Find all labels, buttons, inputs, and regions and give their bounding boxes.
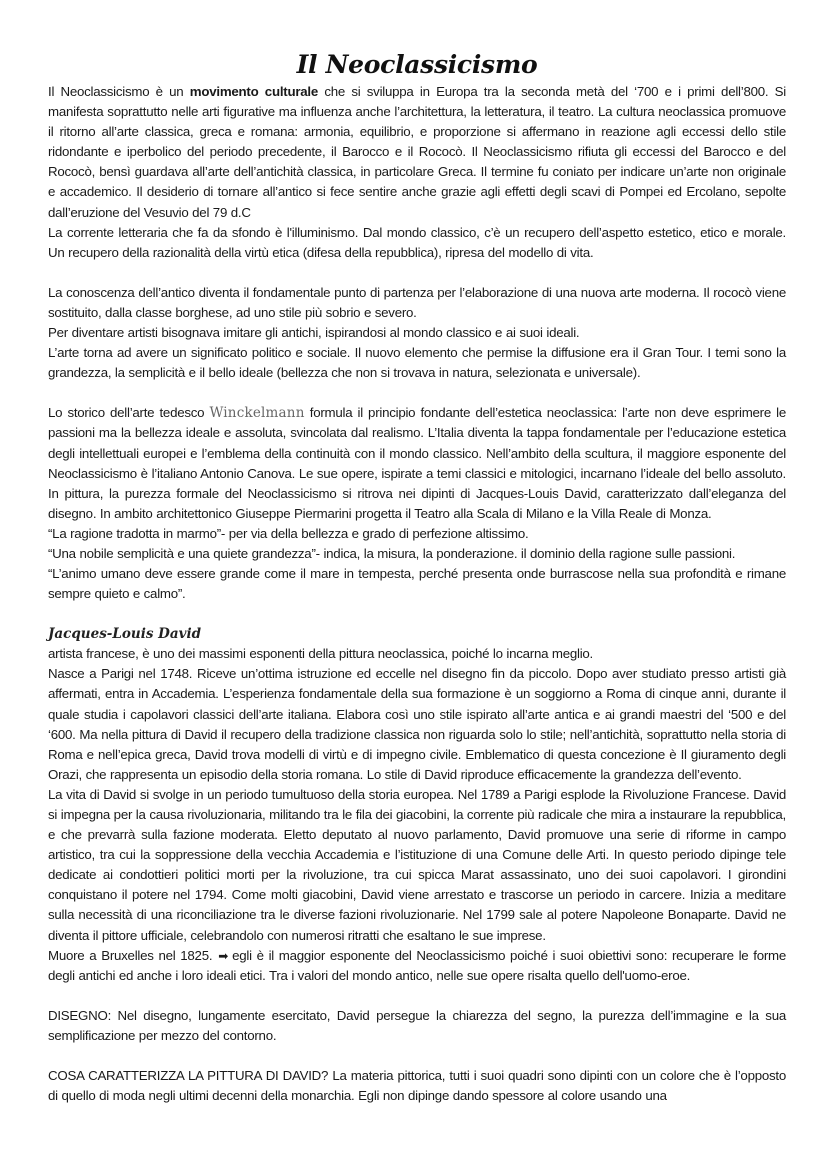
david-heading: Jacques-Louis David — [48, 626, 202, 643]
disegno-paragraph: DISEGNO: Nel disegno, lungamente esercitato, David persegue la chiarezza del segno, la purezza dell’immagine e la sua semplificazione per mezzo del contorno. — [48, 1007, 786, 1043]
section2-paragraph-1: La conoscenza dell’antico diventa il fondamentale punto di partenza per l’elaborazione di una nuova arte moderna. Il rococò viene sostituito, dalla classe borghese, ad uno stile più sobrio e severo. — [48, 284, 786, 320]
intro-bold-term: movimento culturale — [189, 84, 318, 99]
intro-text-start: Il Neoclassicismo è un — [48, 84, 190, 99]
intro-paragraph-2: La corrente letteraria che fa da sfondo è l'illuminismo. Dal mondo classico, c’è un recupero dell’aspetto estetico, etico e morale. Un recupero della razionalità della virtù etica (difesa della repubblica), ripresa del modello di vita. — [48, 224, 786, 260]
section3-text-rest: formula il principio fondante dell’estetica neoclassica: l’arte non deve esprimere le passioni ma la bellezza ideale e assoluta, svincolata dal realismo. L’Italia diventa la tappa fondamentale per l’educazione estetica degli intellettuali europei e l’emblema della continuità con il mondo classico. Nell’ambito della scultura, il maggiore esponente del Neoclassicismo è l’italiano Antonio Canova. Le sue opere, ispirate a temi classici e mitologici, incarnano l’ideale del bello assoluto. In pittura, la purezza formale del Neoclassicismo si ritrova nei dipinti di Jacques-Louis David, caratterizzato dall’eleganza del disegno. In ambito architettonico Giuseppe Piermarini progetta il Teatro alla Scala di Milano e la Villa Reale di Monza. — [48, 405, 786, 521]
intro-paragraph-1 — [48, 82, 786, 223]
document-title: Il Neoclassicismo — [296, 50, 538, 79]
section2-paragraph-3: L’arte torna ad avere un significato politico e sociale. Il nuovo elemento che permise la diffusione era il Gran Tour. I temi sono la grandezza, la semplicità e il bello ideale (bellezza che non si trovava in natura, selezionata e universale). — [48, 345, 786, 381]
winckelmann-name: Winckelmann — [209, 405, 305, 422]
quote-3: “L’animo umano deve essere grande come il mare in tempesta, perché presenta onde burrascose nella sua profondità e rimane sempre quieto e calmo”. — [48, 566, 786, 602]
section2-paragraph-2: Per diventare artisti bisognava imitare gli antichi, ispirandosi al mondo classico e ai suoi ideali. — [48, 325, 580, 341]
spacer — [48, 986, 786, 1006]
spacer — [48, 1046, 786, 1066]
david-paragraph-2: Nasce a Parigi nel 1748. Riceve un’ottima istruzione ed eccelle nel disegno fin da piccolo. Dopo aver studiato presso artisti già affermati, entra in Accademia. L’esperienza fondamentale della sua formazione è un soggiorno a Roma di cinque anni, durante il quale studia i capolavori classici dell’arte italiana. Elabora così uno stile ispirato all’arte antica e ai grandi maestri del ‘500 e del ‘600. Ma nella pittura di David il recupero della tradizione classica non riguarda solo lo stile; nell’antichità, soprattutto nella storia di Roma e nell’epica greca, David trova modelli di virtù e di impegno civile. Emblematico di questa concezione è Il giuramento degli Orazi, che rappresenta un episodio della storia romana. Lo stile di David riproduce efficacemente la grandezza dell’evento. — [48, 666, 786, 782]
spacer — [48, 604, 786, 624]
david-death-text: Muore a Bruxelles nel 1825. — [48, 947, 213, 963]
intro-text-rest: che si sviluppa in Europa tra la seconda metà del ‘700 e i primi dell’800. Si manifesta soprattutto nelle arti figurative ma influenza anche l’architettura, la letteratura, il teatro. La cultura neoclassica promuove il ritorno all’arte classica, greca e romana: armonia, equilibrio, e proporzione si affermano in reazione agli eccessi dello stile ridondante e iperbolico del periodo precedente, il Barocco e il Rococò. Il Neoclassicismo rifiuta gli eccessi del Barocco e del Rococò, bensì guardava all’arte dell’antichità classica, in particolare Greca. Il termine fu coniato per indicare un’arte non originale e accademico. Il desiderio di tornare all’antico si fece sentire anche grazie agli effetti degli scavi di Pompei ed Ercolano, sepolte dall’eruzione del Vesuvio del 79 d.C — [48, 84, 786, 220]
david-conclusion-text: egli è il maggior esponente del Neoclassicismo poiché i suoi obiettivi sono: recuperare le forme degli antichi ed anche i loro ideali etici. Tra i valori del mondo antico, nelle sue opere risalta quello dell'uomo-eroe. — [48, 947, 787, 983]
spacer — [48, 263, 786, 283]
document-page — [48, 50, 786, 1106]
section3-text-start: Lo storico dell’arte tedesco — [48, 405, 210, 421]
david-paragraph-1: artista francese, è uno dei massimi esponenti della pittura neoclassica, poiché lo incarna meglio. — [48, 646, 594, 662]
spacer — [48, 383, 786, 403]
david-paragraph-4 — [48, 946, 786, 986]
quote-2: “Una nobile semplicità e una quiete grandezza”- indica, la misura, la ponderazione. il dominio della ragione sulle passioni. — [48, 545, 736, 561]
quote-1: “La ragione tradotta in marmo”- per via della bellezza e grado di perfezione altissimo. — [48, 525, 529, 541]
arrow-right-icon: ➡ — [218, 948, 229, 963]
pittura-paragraph: COSA CARATTERIZZA LA PITTURA DI DAVID? La materia pittorica, tutti i suoi quadri sono dipinti con un colore che è l’opposto di quello di moda negli ultimi decenni della monarchia. Egli non dipinge dando spessore al colore usando una — [48, 1068, 786, 1104]
david-paragraph-3: La vita di David si svolge in un periodo tumultuoso della storia europea. Nel 1789 a Parigi esplode la Rivoluzione Francese. David si impegna per la causa rivoluzionaria, militando tra le fila dei giacobini, la corrente più radicale che mira a instaurare la repubblica, e che prevarrà sulla fazione moderata. Eletto deputato al nuovo parlamento, David promuove una serie di riforme in campo artistico, tra cui la soppressione della vecchia Accademia e l’istituzione di una Comune delle Arti. In questo periodo dipinge tele dedicate ai condottieri politici morti per la rivoluzione, tra cui spicca Marat assassinato, uno dei suoi capolavori. I girondini conquistano il potere nel 1794. Come molti giacobini, David viene arrestato e trascorse un periodo in carcere. Inizia a meditare sulla necessità di una riconciliazione tra le diverse fazioni rivoluzionarie. Nel 1799 sale al potere Napoleone Bonaparte. David ne diventa il pittore ufficiale, celebrandolo con numerosi ritratti che esaltano le sue imprese. — [48, 786, 786, 943]
section3-paragraph-1 — [48, 403, 786, 524]
